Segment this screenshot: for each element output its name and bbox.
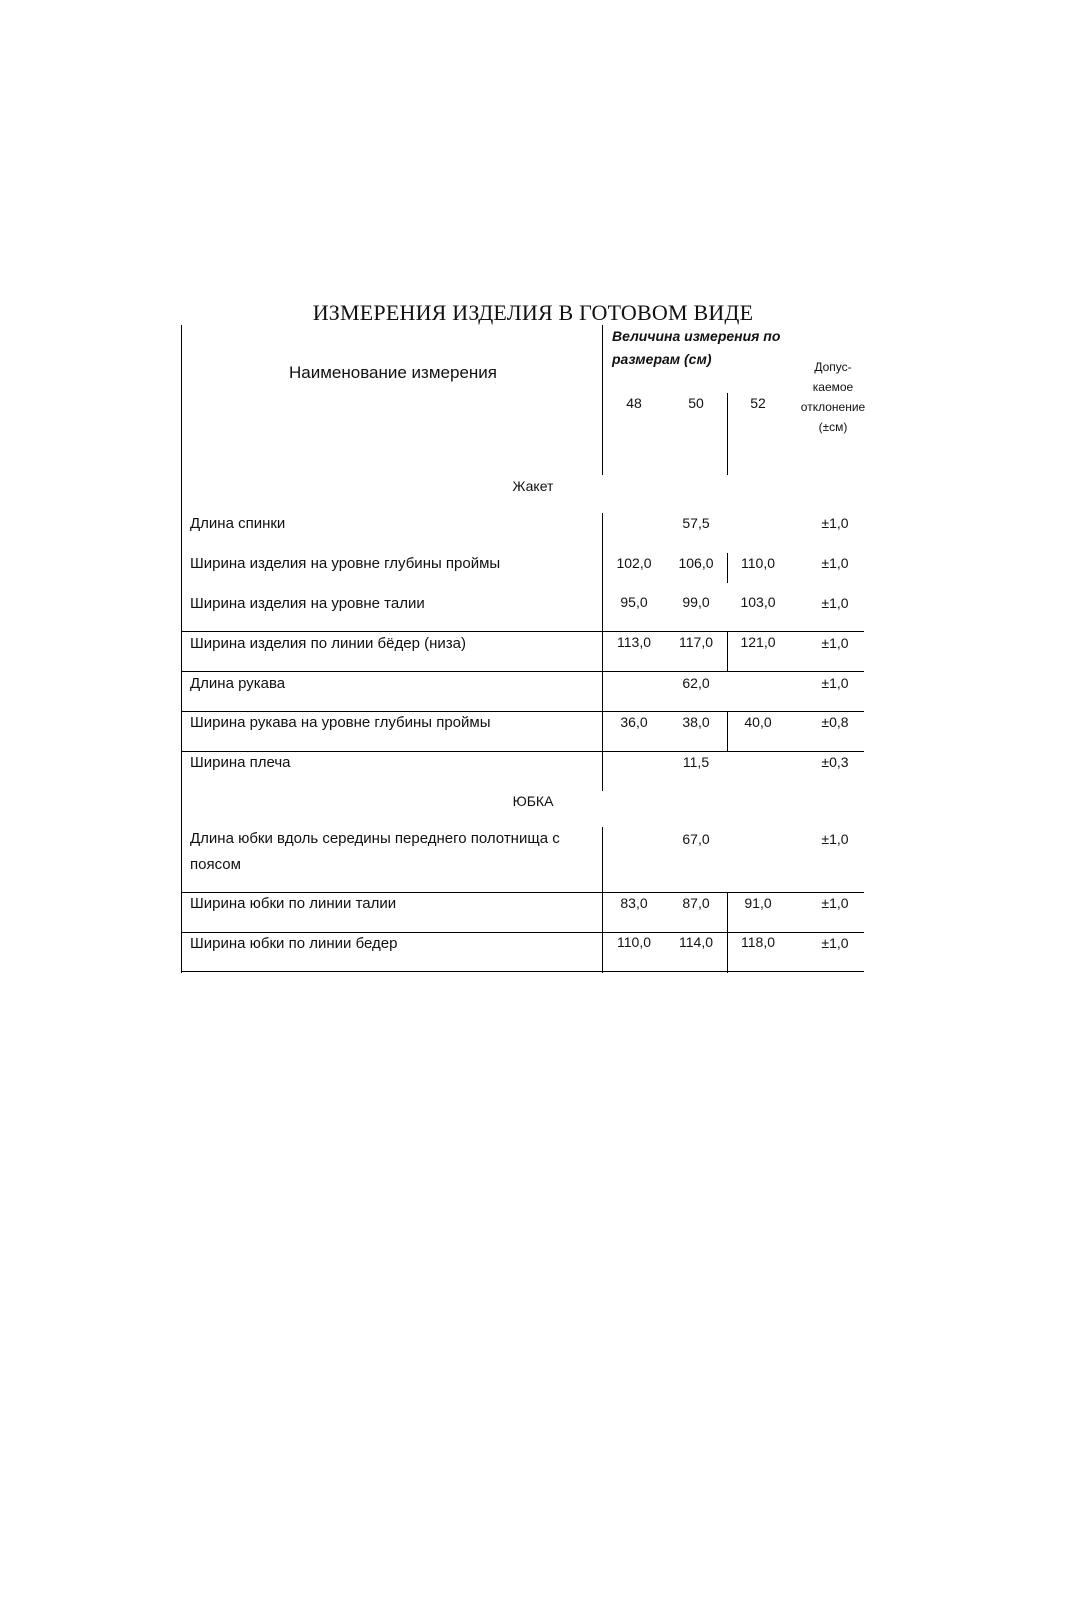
value-48: 113,0	[617, 634, 651, 650]
tolerance-value: ±1,0	[821, 635, 849, 651]
value-50: 114,0	[679, 934, 713, 950]
size-header-50: 50	[688, 395, 704, 411]
tolerance-value: ±1,0	[821, 935, 849, 951]
row-divider	[181, 892, 864, 893]
value-50: 57,5	[682, 515, 710, 531]
tolerance-value: ±1,0	[821, 555, 849, 571]
row-label: Ширина рукава на уровне глубины проймы	[190, 714, 491, 731]
tolerance-column-header: Допус- каемое отклонение (±см)	[800, 360, 866, 434]
tolerance-value: ±1,0	[821, 595, 849, 611]
row-divider	[181, 711, 864, 712]
value-48: 102,0	[616, 555, 652, 571]
value-52: 40,0	[744, 714, 772, 730]
column-divider	[602, 325, 603, 475]
table-left-border	[181, 325, 182, 973]
tolerance-value: ±1,0	[821, 831, 849, 847]
value-50: 99,0	[682, 594, 710, 610]
value-48: 110,0	[617, 934, 651, 950]
name-column-header: Наименование измерения	[288, 363, 497, 382]
value-50: 11,5	[682, 754, 710, 770]
value-50: 117,0	[679, 634, 713, 650]
row-divider	[181, 932, 864, 933]
row-label: Ширина юбки по линии бедер	[190, 935, 398, 952]
tolerance-value: ±1,0	[821, 515, 849, 531]
row-label: Длина юбки вдоль середины переднего полотнища с поясом	[190, 830, 560, 873]
value-52: 91,0	[744, 895, 772, 911]
document-title: ИЗМЕРЕНИЯ ИЗДЕЛИЯ В ГОТОВОМ ВИДЕ	[312, 300, 754, 325]
column-divider	[602, 827, 603, 973]
value-50: 67,0	[682, 831, 710, 847]
value-50: 87,0	[682, 895, 710, 911]
value-52: 118,0	[741, 934, 775, 950]
size-header-52: 52	[750, 395, 766, 411]
size-header-48: 48	[626, 395, 642, 411]
values-column-header: Величина измерения по размерам (см)	[612, 328, 781, 367]
tolerance-value: ±0,3	[821, 754, 849, 770]
table-bottom-border	[181, 971, 864, 972]
row-label: Длина спинки	[190, 515, 286, 532]
section-heading-jacket: Жакет	[512, 478, 554, 494]
value-52: 103,0	[740, 594, 776, 610]
tolerance-value: ±0,8	[821, 714, 849, 730]
value-48: 95,0	[620, 594, 648, 610]
row-divider	[181, 751, 864, 752]
row-label: Длина рукава	[190, 675, 286, 692]
value-48: 83,0	[620, 895, 648, 911]
row-label: Ширина изделия на уровне талии	[190, 595, 425, 612]
value-50: 38,0	[682, 714, 710, 730]
row-divider	[181, 671, 864, 672]
value-50: 62,0	[682, 675, 710, 691]
row-divider	[181, 631, 864, 632]
tolerance-value: ±1,0	[821, 895, 849, 911]
value-48: 36,0	[620, 714, 648, 730]
column-divider	[602, 513, 603, 791]
row-label: Ширина плеча	[190, 754, 291, 771]
section-heading-skirt: ЮБКА	[512, 793, 554, 809]
value-52: 121,0	[740, 634, 776, 650]
tolerance-value: ±1,0	[821, 675, 849, 691]
row-label: Ширина изделия по линии бёдер (низа)	[190, 635, 466, 652]
value-52: 110,0	[741, 555, 775, 571]
row-label: Ширина изделия на уровне глубины проймы	[190, 555, 501, 572]
row-label: Ширина юбки по линии талии	[190, 895, 397, 912]
value-50: 106,0	[678, 555, 714, 571]
